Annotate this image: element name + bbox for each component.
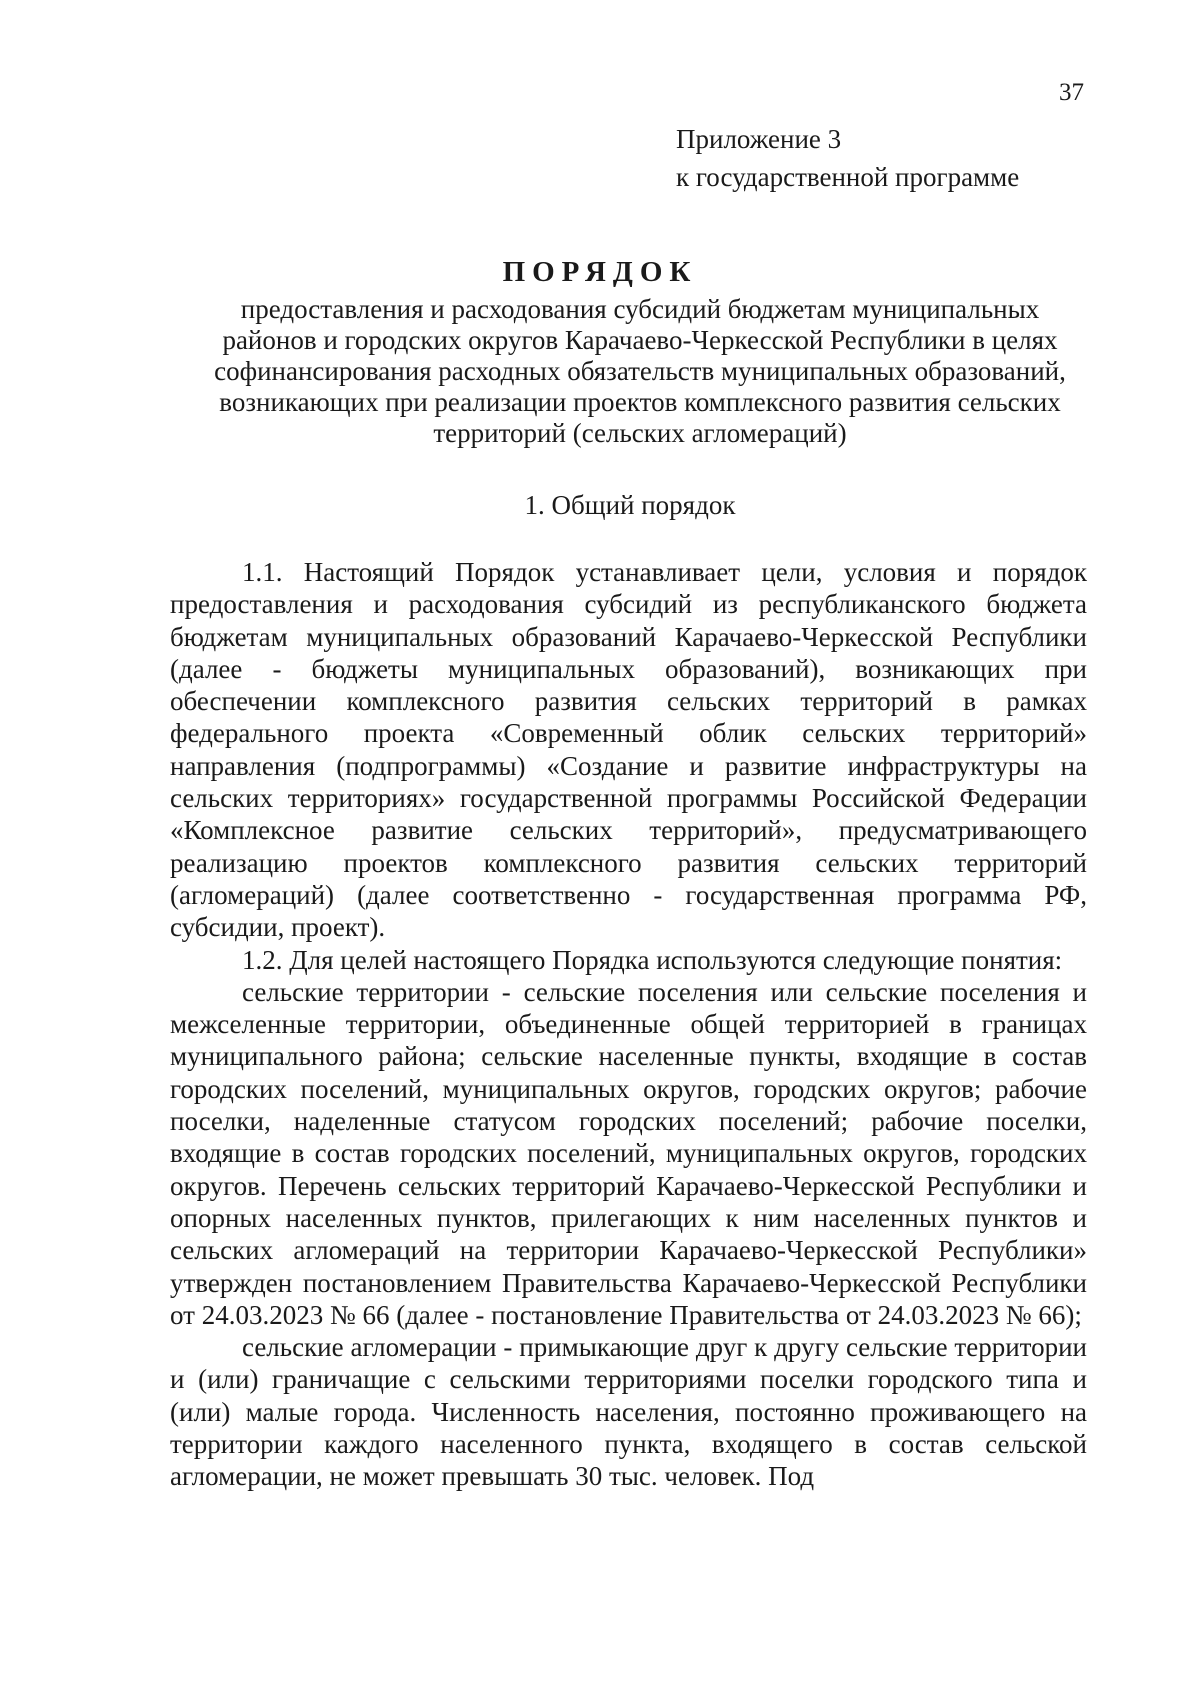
document-subtitle: [150, 294, 1130, 449]
subtitle-line: софинансирования расходных обязательств муниципальных образований,: [214, 356, 1066, 386]
document-body: [170, 556, 1087, 1493]
subtitle-line: возникающих при реализации проектов комплексного развития сельских: [219, 387, 1061, 417]
paragraph-1-1: 1.1. Настоящий Порядок устанавливает цели, условия и порядок предоставления и расходования субсидий из республиканского бюджета бюджетам муниципальных образований Карачаево-Черкесской Республики (далее - бюджеты муниципальных образований), возникающих при обеспечении комплексного развития сельских территорий в рамках федерального проекта «Современный облик сельских территорий» направления (подпрограммы) «Создание и развитие инфраструктуры на сельских территориях» государственной программы Российской Федерации «Комплексное развитие сельских территорий», предусматривающего реализацию проектов комплексного развития сельских территорий (агломераций) (далее соответственно - государственная программа РФ, субсидии, проект).: [170, 557, 1087, 943]
document-title: ПОРЯДОК: [502, 256, 698, 288]
subtitle-line: предоставления и расходования субсидий бюджетам муниципальных: [240, 294, 1040, 324]
subtitle-line: районов и городских округов Карачаево-Черкесской Республики в целях: [222, 325, 1058, 355]
appendix-reference: [676, 120, 1019, 196]
paragraph-1-2: 1.2. Для целей настоящего Порядка используются следующие понятия:: [242, 944, 1063, 975]
appendix-line-2: к государственной программе: [676, 162, 1020, 192]
definition-rural-agglomerations: сельские агломерации - примыкающие друг к другу сельские территории и (или) граничащие с сельскими территориями поселки городского типа и (или) малые города. Численность населения, постоянно проживающего на территории каждого населенного пункта, входящего в состав сельской агломерации, не может превышать 30 тыс. человек. Под: [170, 1332, 1087, 1492]
page-number: 37: [1059, 79, 1084, 106]
section-heading: 1. Общий порядок: [524, 490, 736, 520]
definition-rural-territories: сельские территории - сельские поселения или сельские поселения и межселенные территории, объединенные общей территорией в границах муниципального района; сельские населенные пункты, входящие в состав городских поселений, муниципальных округов, городских округов; рабочие поселки, наделенные статусом городских поселений; рабочие поселки, входящие в состав городских поселений, муниципальных округов, городских округов. Перечень сельских территорий Карачаево-Черкесской Республики и опорных населенных пунктов, прилегающих к ним населенных пунктов и сельских агломераций на территории Карачаево-Черкесской Республики» утвержден постановлением Правительства Карачаево-Черкесской Республики от 24.03.2023 № 66 (далее - постановление Правительства от 24.03.2023 № 66);: [170, 976, 1087, 1330]
subtitle-line: территорий (сельских агломераций): [433, 418, 847, 448]
appendix-line-1: Приложение 3: [676, 124, 842, 154]
